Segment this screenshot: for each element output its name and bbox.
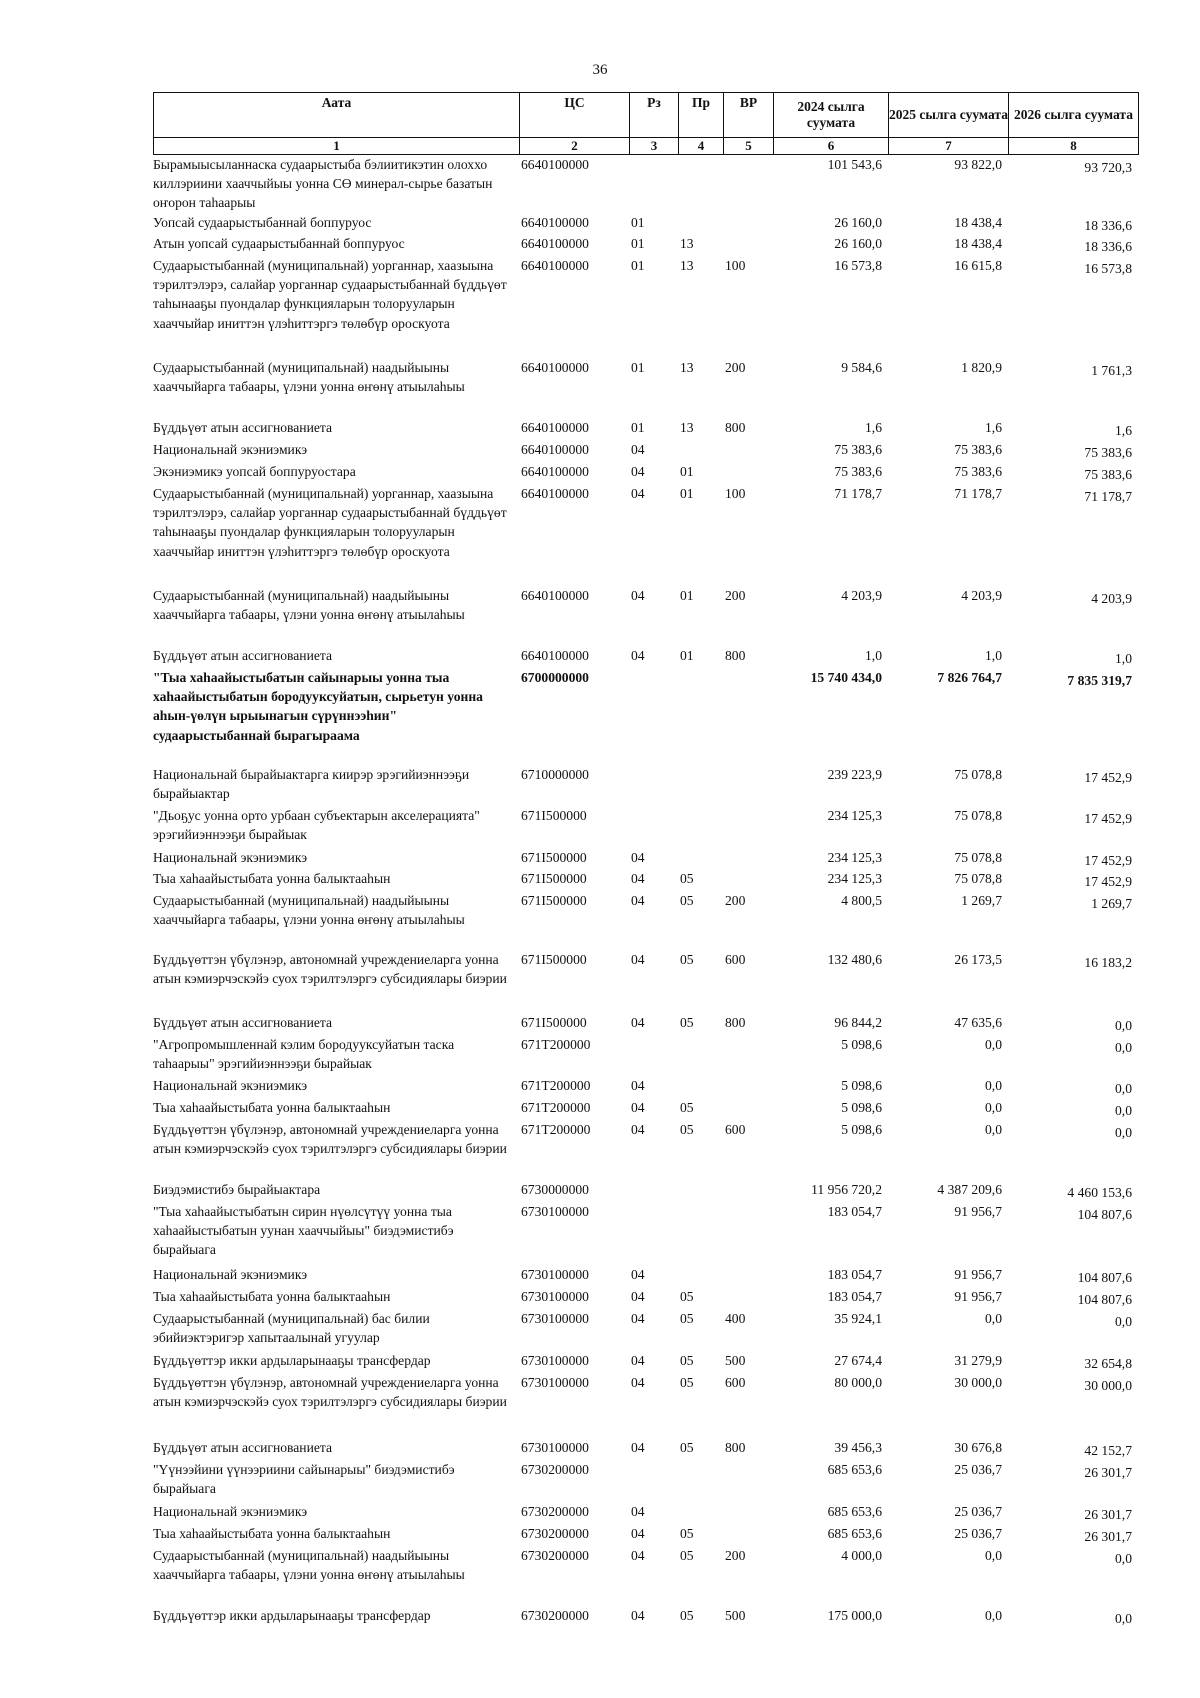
row-value-2026: 1,6	[1115, 423, 1132, 438]
row-value-2026: 17 452,9	[1084, 874, 1132, 889]
row-cs: 671I500000	[521, 952, 587, 967]
row-vr: 200	[725, 360, 746, 375]
row-rz: 04	[631, 588, 645, 603]
row-value-2025: 31 279,9	[954, 1353, 1002, 1368]
row-value-2025: 47 635,6	[954, 1015, 1002, 1030]
row-value-2024: 75 383,6	[834, 442, 882, 457]
row-pr: 01	[680, 486, 694, 501]
row-name: Бүддьүөттэн үбүлэнэр, автономнай учреждениеларга уонна атын кэмиэрчэскэйэ суох тэрилтэлэргэ субсидиялары биэрии	[153, 1122, 507, 1157]
row-cs: 6730200000	[521, 1504, 589, 1519]
row-cs: 6730200000	[521, 1608, 589, 1623]
row-name: Судаарыстыбаннай (муниципальнай) наадыйыыны хааччыйарга табаары, үлэни уонна өҥөнү атыылаһыы	[153, 360, 465, 395]
row-cs: 6640100000	[521, 648, 589, 663]
row-rz: 04	[631, 1353, 645, 1368]
row-value-2026: 104 807,6	[1077, 1207, 1132, 1222]
row-rz: 04	[631, 1526, 645, 1541]
row-value-2024: 80 000,0	[834, 1375, 882, 1390]
column-header-rz: Рз	[630, 93, 679, 138]
row-cs: 6640100000	[521, 360, 589, 375]
row-vr: 500	[725, 1608, 746, 1623]
row-name: Судаарыстыбаннай (муниципальнай) наадыйыыны хааччыйарга табаары, үлэни уонна өҥөнү атыылаһыы	[153, 893, 465, 928]
row-value-2024: 39 456,3	[834, 1440, 882, 1455]
row-name: Судаарыстыбаннай (муниципальнай) бас билии эбийиэктэригэр хапытаалынай угуулар	[153, 1311, 430, 1346]
row-value-2025: 0,0	[985, 1100, 1002, 1115]
row-value-2025: 25 036,7	[954, 1504, 1002, 1519]
row-vr: 600	[725, 1375, 746, 1390]
row-vr: 100	[725, 486, 746, 501]
row-value-2024: 35 924,1	[834, 1311, 882, 1326]
row-value-2025: 4 203,9	[961, 588, 1002, 603]
row-name: Национальнай экэниэмикэ	[153, 1078, 308, 1093]
row-value-2026: 71 178,7	[1084, 489, 1132, 504]
row-rz: 01	[631, 360, 645, 375]
row-value-2026: 26 301,7	[1084, 1507, 1132, 1522]
table-header	[153, 92, 1139, 155]
row-name: "Үүнээйини үүнээриини сайынарыы" биэдэмистибэ бырайыага	[153, 1462, 455, 1497]
row-name: "Дьоҕус уонна орто урбаан субъектарын акселерацията" эрэгийиэннээҕи бырайыак	[153, 808, 480, 843]
row-cs: 6640100000	[521, 464, 589, 479]
row-name: Экэниэмикэ уопсай боппуруостара	[153, 464, 356, 479]
row-value-2025: 91 956,7	[954, 1267, 1002, 1282]
row-pr: 05	[680, 1375, 694, 1390]
row-value-2025: 75 383,6	[954, 442, 1002, 457]
row-vr: 800	[725, 420, 746, 435]
row-rz: 04	[631, 1289, 645, 1304]
row-cs: 671I500000	[521, 893, 587, 908]
row-value-2025: 75 078,8	[954, 871, 1002, 886]
row-value-2026: 16 183,2	[1084, 955, 1132, 970]
row-value-2024: 96 844,2	[834, 1015, 882, 1030]
row-value-2024: 26 160,0	[834, 236, 882, 251]
row-cs: 6730100000	[521, 1204, 589, 1219]
row-value-2026: 18 336,6	[1084, 218, 1132, 233]
row-cs: 671I500000	[521, 1015, 587, 1030]
row-cs: 671I500000	[521, 871, 587, 886]
row-value-2026: 75 383,6	[1084, 467, 1132, 482]
row-name: "Тыа хаһаайыстыбатын сирин нүөлсүтүү уонна тыа хаһаайыстыбатын уунан хааччыйыы" биэдэмистибэ бырайыага	[153, 1204, 454, 1258]
row-name: Тыа хаһаайыстыбата уонна балыктааһын	[153, 1289, 391, 1304]
row-cs: 6730000000	[521, 1182, 589, 1197]
row-value-2024: 4 800,5	[841, 893, 882, 908]
row-cs: 671I500000	[521, 850, 587, 865]
row-pr: 13	[680, 236, 694, 251]
row-value-2025: 0,0	[985, 1122, 1002, 1137]
row-rz: 04	[631, 1608, 645, 1623]
row-vr: 800	[725, 1015, 746, 1030]
row-rz: 04	[631, 1078, 645, 1093]
row-name: Национальнай экэниэмикэ	[153, 442, 308, 457]
row-name: Национальнай экэниэмикэ	[153, 1504, 308, 1519]
row-value-2024: 183 054,7	[827, 1204, 882, 1219]
row-rz: 04	[631, 1100, 645, 1115]
column-number: 4	[679, 138, 724, 155]
row-value-2024: 685 653,6	[827, 1526, 882, 1541]
row-rz: 04	[631, 1548, 645, 1563]
row-rz: 04	[631, 1504, 645, 1519]
row-vr: 200	[725, 893, 746, 908]
row-pr: 05	[680, 1289, 694, 1304]
row-value-2024: 15 740 434,0	[810, 670, 882, 685]
row-value-2024: 27 674,4	[834, 1353, 882, 1368]
row-vr: 200	[725, 1548, 746, 1563]
row-value-2026: 104 807,6	[1077, 1270, 1132, 1285]
row-pr: 05	[680, 1015, 694, 1030]
row-value-2025: 91 956,7	[954, 1204, 1002, 1219]
row-value-2024: 26 160,0	[834, 215, 882, 230]
row-value-2026: 7 835 319,7	[1067, 673, 1132, 688]
row-value-2024: 16 573,8	[834, 258, 882, 273]
row-value-2025: 30 676,8	[954, 1440, 1002, 1455]
row-cs: 6730100000	[521, 1353, 589, 1368]
row-name: Бүддьүөт атын ассигнованиета	[153, 420, 333, 435]
row-cs: 6640100000	[521, 236, 589, 251]
row-cs: 6640100000	[521, 442, 589, 457]
row-cs: 6730100000	[521, 1311, 589, 1326]
row-name: Судаарыстыбаннай (муниципальнай) наадыйыыны хааччыйарга табаары, үлэни уонна өҥөнү атыылаһыы	[153, 1548, 465, 1583]
row-value-2025: 18 438,4	[954, 215, 1002, 230]
row-value-2026: 18 336,6	[1084, 239, 1132, 254]
row-value-2024: 11 956 720,2	[811, 1182, 882, 1197]
row-rz: 04	[631, 1311, 645, 1326]
row-cs: 6730100000	[521, 1440, 589, 1455]
row-cs: 6640100000	[521, 258, 589, 273]
column-header-cs: ЦС	[520, 93, 630, 138]
row-value-2026: 0,0	[1115, 1314, 1132, 1329]
row-value-2025: 18 438,4	[954, 236, 1002, 251]
page-number: 36	[592, 62, 608, 78]
row-vr: 500	[725, 1353, 746, 1368]
column-header-vr: ВР	[724, 93, 774, 138]
row-vr: 400	[725, 1311, 746, 1326]
row-value-2026: 1 761,3	[1091, 363, 1132, 378]
row-rz: 01	[631, 258, 645, 273]
row-value-2024: 5 098,6	[841, 1122, 882, 1137]
row-cs: 6640100000	[521, 215, 589, 230]
row-rz: 04	[631, 486, 645, 501]
row-name: Бүддьүөт атын ассигнованиета	[153, 1440, 333, 1455]
row-pr: 05	[680, 1440, 694, 1455]
row-rz: 04	[631, 893, 645, 908]
row-pr: 01	[680, 588, 694, 603]
row-cs: 6710000000	[521, 767, 589, 782]
row-value-2024: 685 653,6	[827, 1462, 882, 1477]
row-value-2026: 0,0	[1115, 1125, 1132, 1140]
row-rz: 04	[631, 464, 645, 479]
row-value-2026: 0,0	[1115, 1103, 1132, 1118]
row-value-2026: 1 269,7	[1091, 896, 1132, 911]
row-rz: 04	[631, 1440, 645, 1455]
row-value-2024: 1,6	[865, 420, 882, 435]
row-name: Бүддьүөт атын ассигнованиета	[153, 1015, 333, 1030]
row-value-2026: 42 152,7	[1084, 1443, 1132, 1458]
row-rz: 01	[631, 420, 645, 435]
row-name: Судаарыстыбаннай (муниципальнай) уорганнар, хаазыына тэрилтэлэрэ, салайар уорганнар судаарыстыбаннай бүддьүөт таһынааҕы пуондалар функцияларын толорууларын хааччыйар иниттэн үлэһиттэргэ төлөбүр ороскуота	[153, 486, 507, 559]
row-value-2025: 25 036,7	[954, 1526, 1002, 1541]
row-value-2026: 17 452,9	[1084, 853, 1132, 868]
row-value-2026: 93 720,3	[1084, 160, 1132, 175]
row-cs: 6730100000	[521, 1267, 589, 1282]
row-value-2025: 26 173,5	[954, 952, 1002, 967]
row-rz: 04	[631, 1015, 645, 1030]
row-cs: 671I500000	[521, 808, 587, 823]
row-cs: 6640100000	[521, 486, 589, 501]
row-cs: 671T200000	[521, 1100, 591, 1115]
row-vr: 800	[725, 648, 746, 663]
column-header-2026: 2026 сылга суумата	[1009, 93, 1139, 138]
row-value-2026: 26 301,7	[1084, 1465, 1132, 1480]
row-pr: 05	[680, 1526, 694, 1541]
row-name: Бырамыысыланнаска судаарыстыба бэлиитикэтин олоххо киллэриини хааччыйыы уонна СӨ минерал-сырье базатын оҥорон таһаарыы	[153, 157, 493, 211]
row-name: Уопсай судаарыстыбаннай боппуруос	[153, 215, 372, 230]
row-value-2024: 234 125,3	[827, 850, 882, 865]
row-value-2025: 71 178,7	[954, 486, 1002, 501]
row-name: Бүддьүөттэр икки ардыларынааҕы трансфердар	[153, 1353, 431, 1368]
row-name: Тыа хаһаайыстыбата уонна балыктааһын	[153, 1526, 391, 1541]
row-value-2025: 16 615,8	[954, 258, 1002, 273]
row-cs: 6700000000	[521, 670, 589, 685]
row-value-2024: 234 125,3	[827, 871, 882, 886]
row-rz: 01	[631, 236, 645, 251]
row-value-2026: 1,0	[1115, 651, 1132, 666]
row-value-2025: 75 078,8	[954, 767, 1002, 782]
row-value-2026: 0,0	[1115, 1611, 1132, 1626]
row-name: "Агропромышленнай кэлим бородууксуйатын таска таһаарыы" эрэгийиэннээҕи бырайыак	[153, 1037, 455, 1072]
row-value-2024: 101 543,6	[827, 157, 882, 172]
row-rz: 01	[631, 215, 645, 230]
row-value-2024: 5 098,6	[841, 1100, 882, 1115]
row-value-2026: 17 452,9	[1084, 770, 1132, 785]
row-value-2026: 104 807,6	[1077, 1292, 1132, 1307]
row-value-2025: 75 383,6	[954, 464, 1002, 479]
row-value-2026: 4 460 153,6	[1067, 1185, 1132, 1200]
row-value-2024: 75 383,6	[834, 464, 882, 479]
row-value-2025: 75 078,8	[954, 808, 1002, 823]
row-rz: 04	[631, 952, 645, 967]
row-pr: 05	[680, 1311, 694, 1326]
column-number: 3	[630, 138, 679, 155]
column-header-pr: Пр	[679, 93, 724, 138]
row-pr: 05	[680, 1548, 694, 1563]
row-value-2024: 1,0	[865, 648, 882, 663]
row-pr: 05	[680, 893, 694, 908]
row-value-2024: 175 000,0	[827, 1608, 882, 1623]
row-cs: 671T200000	[521, 1037, 591, 1052]
row-name: Судаарыстыбаннай (муниципальнай) наадыйыыны хааччыйарга табаары, үлэни уонна өҥөнү атыылаһыы	[153, 588, 465, 623]
row-value-2026: 16 573,8	[1084, 261, 1132, 276]
row-pr: 13	[680, 258, 694, 273]
row-pr: 05	[680, 1100, 694, 1115]
row-value-2024: 4 203,9	[841, 588, 882, 603]
row-pr: 01	[680, 648, 694, 663]
row-pr: 05	[680, 952, 694, 967]
row-value-2024: 71 178,7	[834, 486, 882, 501]
row-name: Тыа хаһаайыстыбата уонна балыктааһын	[153, 871, 391, 886]
row-cs: 6730200000	[521, 1548, 589, 1563]
row-value-2026: 4 203,9	[1091, 591, 1132, 606]
row-name: Судаарыстыбаннай (муниципальнай) уорганнар, хаазыына тэрилтэлэрэ, салайар уорганнар судаарыстыбаннай бүддьүөт таһынааҕы пуондалар функцияларын толорууларын хааччыйар иниттэн үлэһиттэргэ төлөбүр ороскуота	[153, 258, 507, 331]
column-number: 6	[774, 138, 889, 155]
row-pr: 05	[680, 1122, 694, 1137]
column-number: 7	[889, 138, 1009, 155]
row-value-2025: 0,0	[985, 1548, 1002, 1563]
row-cs: 671T200000	[521, 1122, 591, 1137]
row-value-2025: 0,0	[985, 1078, 1002, 1093]
row-name: Национальнай экэниэмикэ	[153, 1267, 308, 1282]
row-cs: 6640100000	[521, 588, 589, 603]
row-value-2024: 183 054,7	[827, 1267, 882, 1282]
row-value-2024: 239 223,9	[827, 767, 882, 782]
column-number: 8	[1009, 138, 1139, 155]
row-name: Бүддьүөт атын ассигнованиета	[153, 648, 333, 663]
row-value-2025: 4 387 209,6	[937, 1182, 1002, 1197]
row-vr: 600	[725, 1122, 746, 1137]
row-name: Бүддьүөттэн үбүлэнэр, автономнай учреждениеларга уонна атын кэмиэрчэскэйэ суох тэрилтэлэргэ субсидиялары биэрии	[153, 952, 507, 987]
row-value-2025: 30 000,0	[954, 1375, 1002, 1390]
row-value-2024: 685 653,6	[827, 1504, 882, 1519]
row-rz: 04	[631, 871, 645, 886]
row-cs: 6640100000	[521, 157, 589, 172]
row-value-2025: 1,6	[985, 420, 1002, 435]
row-vr: 600	[725, 952, 746, 967]
row-value-2025: 7 826 764,7	[937, 670, 1002, 685]
row-name: Бүддьүөттэн үбүлэнэр, автономнай учреждениеларга уонна атын кэмиэрчэскэйэ суох тэрилтэлэргэ субсидиялары биэрии	[153, 1375, 507, 1410]
row-rz: 04	[631, 1122, 645, 1137]
row-value-2026: 0,0	[1115, 1018, 1132, 1033]
row-pr: 05	[680, 1353, 694, 1368]
row-value-2026: 0,0	[1115, 1551, 1132, 1566]
row-vr: 200	[725, 588, 746, 603]
row-name: Тыа хаһаайыстыбата уонна балыктааһын	[153, 1100, 391, 1115]
row-name: Национальнай бырайыактарга киирэр эрэгийиэннээҕи бырайыактар	[153, 767, 470, 802]
row-value-2025: 0,0	[985, 1311, 1002, 1326]
row-cs: 6640100000	[521, 420, 589, 435]
column-header-2025: 2025 сылга суумата	[889, 93, 1009, 138]
row-vr: 100	[725, 258, 746, 273]
row-value-2025: 75 078,8	[954, 850, 1002, 865]
row-rz: 04	[631, 648, 645, 663]
row-value-2026: 75 383,6	[1084, 445, 1132, 460]
row-pr: 05	[680, 871, 694, 886]
row-value-2024: 5 098,6	[841, 1037, 882, 1052]
row-value-2026: 0,0	[1115, 1040, 1132, 1055]
row-value-2026: 30 000,0	[1084, 1378, 1132, 1393]
row-cs: 6730200000	[521, 1526, 589, 1541]
row-value-2024: 4 000,0	[841, 1548, 882, 1563]
row-name: Бүддьүөттэр икки ардыларынааҕы трансфердар	[153, 1608, 431, 1623]
row-value-2026: 32 654,8	[1084, 1356, 1132, 1371]
row-rz: 04	[631, 1375, 645, 1390]
row-name: Биэдэмистибэ бырайыактара	[153, 1182, 321, 1197]
row-value-2026: 17 452,9	[1084, 811, 1132, 826]
row-value-2025: 25 036,7	[954, 1462, 1002, 1477]
column-number: 5	[724, 138, 774, 155]
row-name: "Тыа хаһаайыстыбатын сайынарыы уонна тыа хаһаайыстыбатын бородууксуйатын, сырьетун уонна аһын-үөлүн ырыынагын сүрүннээһин" судаарыстыбаннай бырагыраама	[153, 670, 483, 743]
row-pr: 05	[680, 1608, 694, 1623]
column-header-name: Аата	[154, 93, 520, 138]
row-value-2024: 132 480,6	[827, 952, 882, 967]
row-value-2025: 0,0	[985, 1608, 1002, 1623]
row-value-2025: 1 269,7	[961, 893, 1002, 908]
row-pr: 13	[680, 420, 694, 435]
row-value-2025: 0,0	[985, 1037, 1002, 1052]
row-value-2024: 183 054,7	[827, 1289, 882, 1304]
row-rz: 04	[631, 1267, 645, 1282]
row-cs: 6730100000	[521, 1289, 589, 1304]
row-rz: 04	[631, 442, 645, 457]
row-value-2024: 5 098,6	[841, 1078, 882, 1093]
row-vr: 800	[725, 1440, 746, 1455]
row-value-2025: 1 820,9	[961, 360, 1002, 375]
column-number: 1	[154, 138, 520, 155]
row-cs: 671T200000	[521, 1078, 591, 1093]
row-name: Атын уопсай судаарыстыбаннай боппуруос	[153, 236, 405, 251]
row-pr: 13	[680, 360, 694, 375]
row-rz: 04	[631, 850, 645, 865]
row-value-2024: 234 125,3	[827, 808, 882, 823]
column-header-2024: 2024 сылга суумата	[774, 93, 889, 138]
row-name: Национальнай экэниэмикэ	[153, 850, 308, 865]
row-value-2025: 93 822,0	[954, 157, 1002, 172]
row-cs: 6730100000	[521, 1375, 589, 1390]
row-cs: 6730200000	[521, 1462, 589, 1477]
row-pr: 01	[680, 464, 694, 479]
row-value-2025: 91 956,7	[954, 1289, 1002, 1304]
row-value-2025: 1,0	[985, 648, 1002, 663]
column-number: 2	[520, 138, 630, 155]
row-value-2026: 26 301,7	[1084, 1529, 1132, 1544]
row-value-2024: 9 584,6	[841, 360, 882, 375]
row-value-2026: 0,0	[1115, 1081, 1132, 1096]
